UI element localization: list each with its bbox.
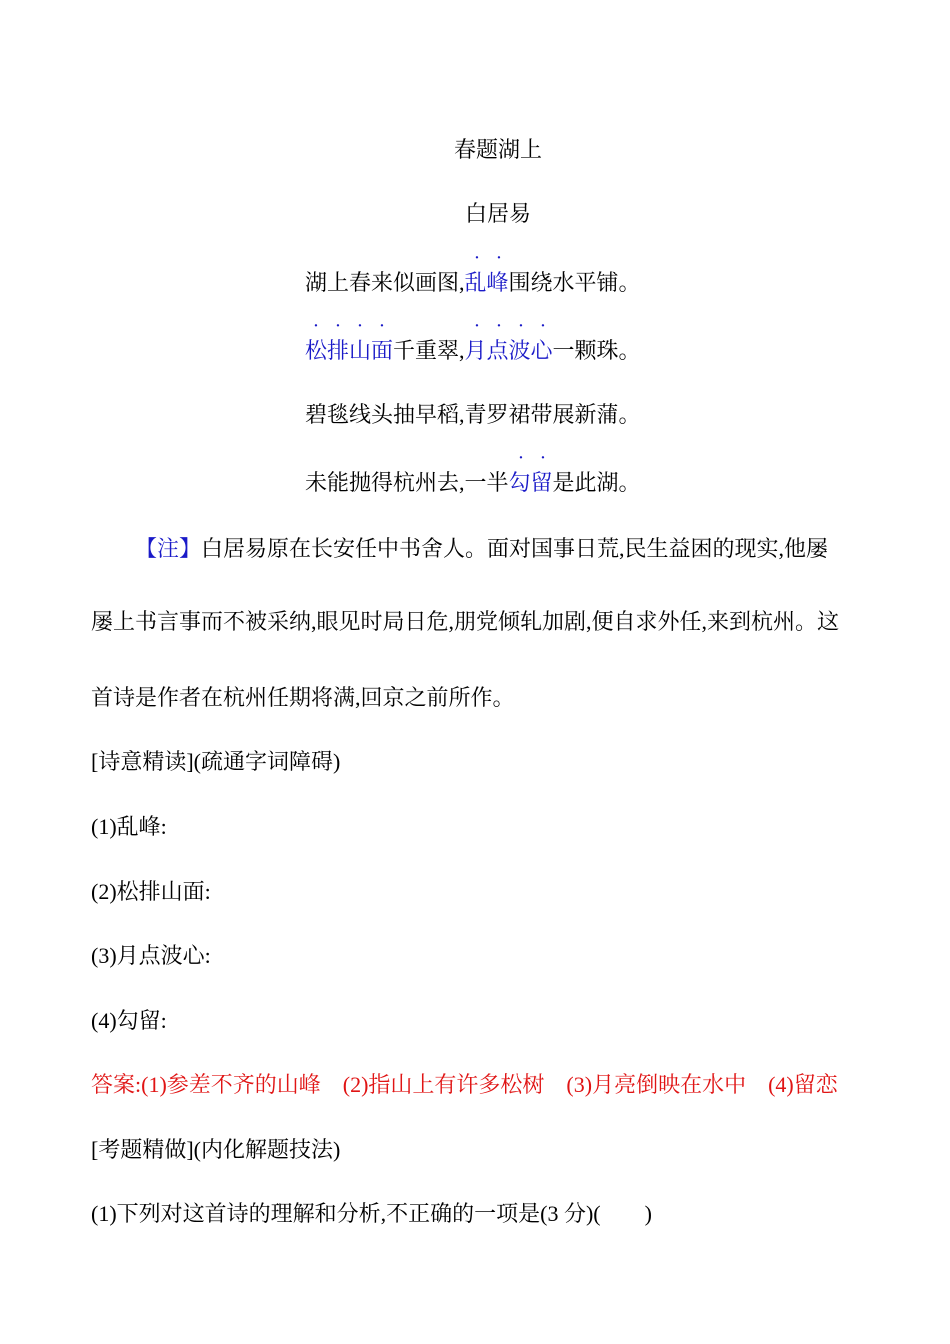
emphasis-dots [466, 316, 554, 336]
vocab-item-4: (4)勾留: [91, 1008, 167, 1033]
emphasis-dot: · [539, 315, 547, 337]
highlight-songpaishanmian: 松排山面 [305, 338, 394, 363]
highlight-luanfeng: 乱峰 [464, 270, 509, 295]
poem-text: 未能抛得杭州去,一半 [305, 470, 509, 495]
poem-text: 湖上春来似画图, [305, 270, 465, 295]
emphasis-dot: · [517, 315, 525, 337]
emphasis-dots [305, 316, 393, 336]
poem-title: 春题湖上 [453, 137, 542, 162]
vocab-item-3: (3)月点波心: [91, 943, 211, 968]
emphasis-dots [510, 448, 554, 468]
note-line-1 [135, 534, 828, 564]
emphasis-dot: · [473, 247, 481, 269]
poem-text: 是此湖。 [552, 470, 641, 495]
highlight-gouliu: 勾留 [508, 470, 553, 495]
poem-text: 一颗珠。 [552, 338, 641, 363]
highlight-yuedianboxin: 月点波心 [464, 338, 553, 363]
vocab-item-1: (1)乱峰: [91, 814, 167, 839]
emphasis-dot: · [356, 315, 364, 337]
poem-text: 围绕水平铺。 [508, 270, 641, 295]
emphasis-dot: · [334, 315, 342, 337]
note-label: 【注】 [135, 536, 202, 561]
emphasis-dots [466, 248, 510, 268]
question-1: (1)下列对这首诗的理解和分析,不正确的一项是(3 分)( ) [91, 1201, 652, 1226]
note-text: 白居易原在长安任中书舍人。面对国事日荒,民生益困的现实,他屡 [201, 536, 829, 561]
section-heading-exercise: [考题精做](内化解题技法) [91, 1137, 341, 1162]
emphasis-dot: · [473, 315, 481, 337]
emphasis-dot: · [378, 315, 386, 337]
poem-line-3: 碧毯线头抽早稻,青罗裙带展新蒲。 [305, 402, 641, 427]
poem-line-4 [305, 468, 641, 498]
emphasis-dot: · [539, 447, 547, 469]
section-heading-reading: [诗意精读](疏通字词障碍) [91, 749, 341, 774]
emphasis-dot: · [495, 315, 503, 337]
vocab-item-2: (2)松排山面: [91, 879, 211, 904]
emphasis-dot: · [495, 247, 503, 269]
emphasis-dot: · [517, 447, 525, 469]
poem-line-1 [305, 268, 641, 298]
poem-line-2 [305, 336, 641, 366]
note-line-3: 首诗是作者在杭州任期将满,回京之前所作。 [91, 685, 515, 710]
poem-author: 白居易 [464, 201, 531, 226]
note-line-2: 屡上书言事而不被采纳,眼见时局日危,朋党倾轧加剧,便自求外任,来到杭州。这 [91, 609, 840, 634]
answer-text: 答案:(1)参差不齐的山峰 (2)指山上有许多松树 (3)月亮倒映在水中 (4)留恋 [91, 1072, 838, 1097]
emphasis-dot: · [312, 315, 320, 337]
poem-text: 千重翠, [393, 338, 465, 363]
